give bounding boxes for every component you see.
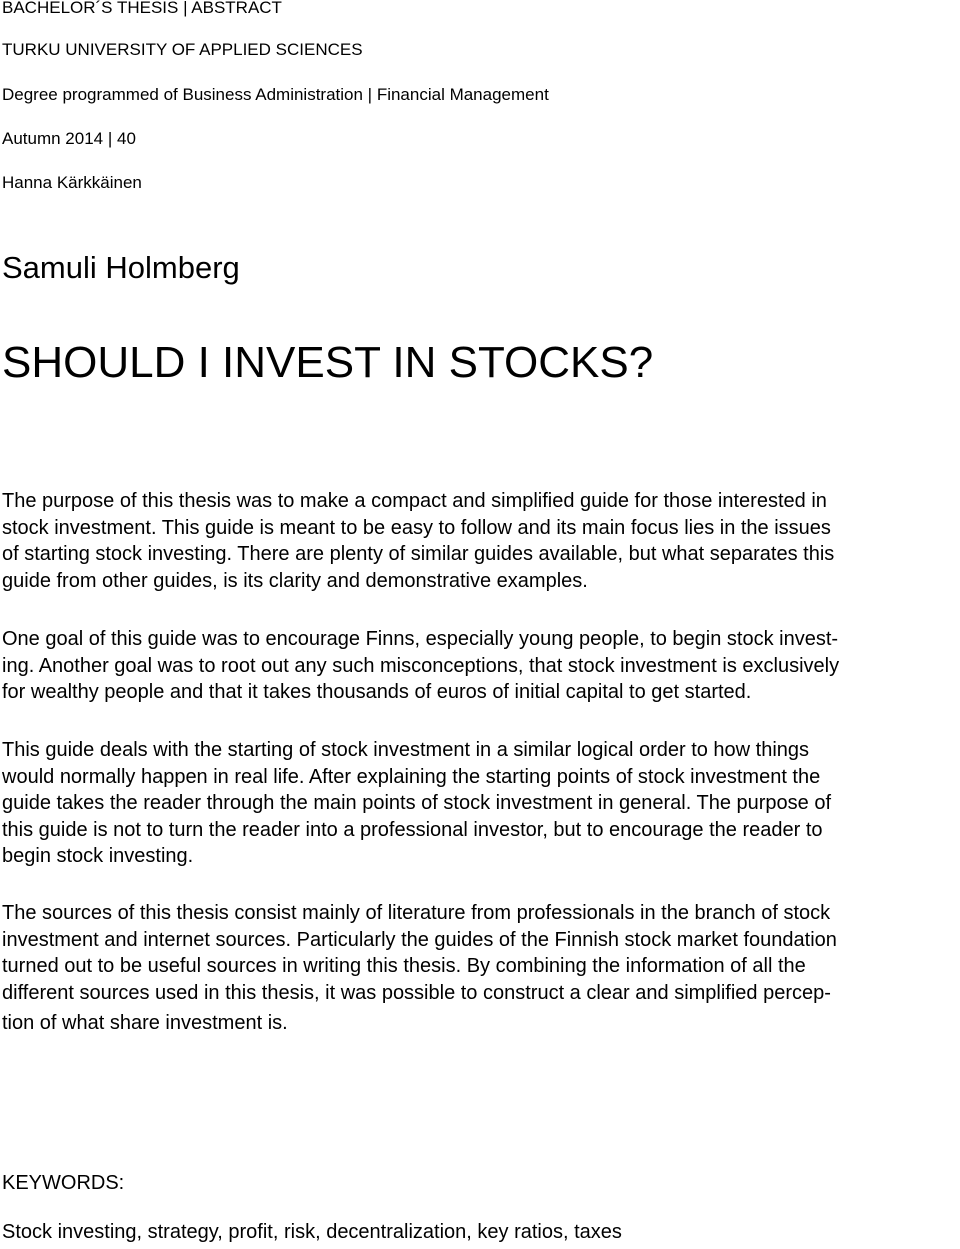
text-line: would normally happen in real life. After explaining the starting points of stock investment the (2, 765, 821, 788)
keywords-label: KEYWORDS: (2, 1172, 125, 1194)
term-and-pages: Autumn 2014 | 40 (2, 129, 136, 148)
text-line: ing. Another goal was to root out any such misconceptions, that stock investment is exclusively (2, 654, 840, 677)
thesis-type-line: BACHELOR´S THESIS | ABSTRACT (2, 0, 282, 17)
keywords-list: Stock investing, strategy, profit, risk, decentralization, key ratios, taxes (2, 1221, 622, 1243)
text-line: This guide deals with the starting of stock investment in a similar logical order to how things (2, 739, 810, 761)
abstract-paragraph-2 (2, 626, 839, 706)
supervisor-name: Hanna Kärkkäinen (2, 173, 142, 192)
text-line: tion of what share investment is. (2, 1012, 288, 1034)
text-line: of starting stock investing. There are plenty of similar guides available, but what separates this (2, 543, 835, 565)
university-name: TURKU UNIVERSITY OF APPLIED SCIENCES (2, 40, 363, 59)
text-line: investment and internet sources. Particularly the guides of the Finnish stock market foundation (2, 928, 837, 951)
text-line: different sources used in this thesis, it was possible to construct a clear and simplified percep- (2, 981, 831, 1004)
text-line: stock investment. This guide is meant to be easy to follow and its main focus lies in the issues (2, 516, 831, 539)
text-line: turned out to be useful sources in writing this thesis. By combining the information of all the (2, 955, 806, 977)
text-line: The sources of this thesis consist mainly of literature from professionals in the branch of stock (2, 902, 831, 924)
abstract-paragraph-4 (2, 900, 837, 1037)
author-name: Samuli Holmberg (2, 250, 240, 285)
text-line: The purpose of this thesis was to make a compact and simplified guide for those interested in (2, 490, 827, 512)
text-line: guide takes the reader through the main points of stock investment in general. The purpose of (2, 792, 832, 814)
degree-programme: Degree programmed of Business Administration | Financial Management (2, 85, 549, 104)
abstract-paragraph-3 (2, 737, 831, 870)
thesis-title: SHOULD I INVEST IN STOCKS? (2, 338, 654, 387)
text-line: guide from other guides, is its clarity and demonstrative examples. (2, 569, 588, 592)
abstract-paragraph-1 (2, 488, 834, 594)
text-line: for wealthy people and that it takes thousands of euros of initial capital to get started. (2, 681, 752, 703)
text-line: begin stock investing. (2, 845, 194, 867)
text-line: One goal of this guide was to encourage Finns, especially young people, to begin stock invest- (2, 628, 839, 650)
text-line: this guide is not to turn the reader into a professional investor, but to encourage the reader to (2, 818, 823, 841)
